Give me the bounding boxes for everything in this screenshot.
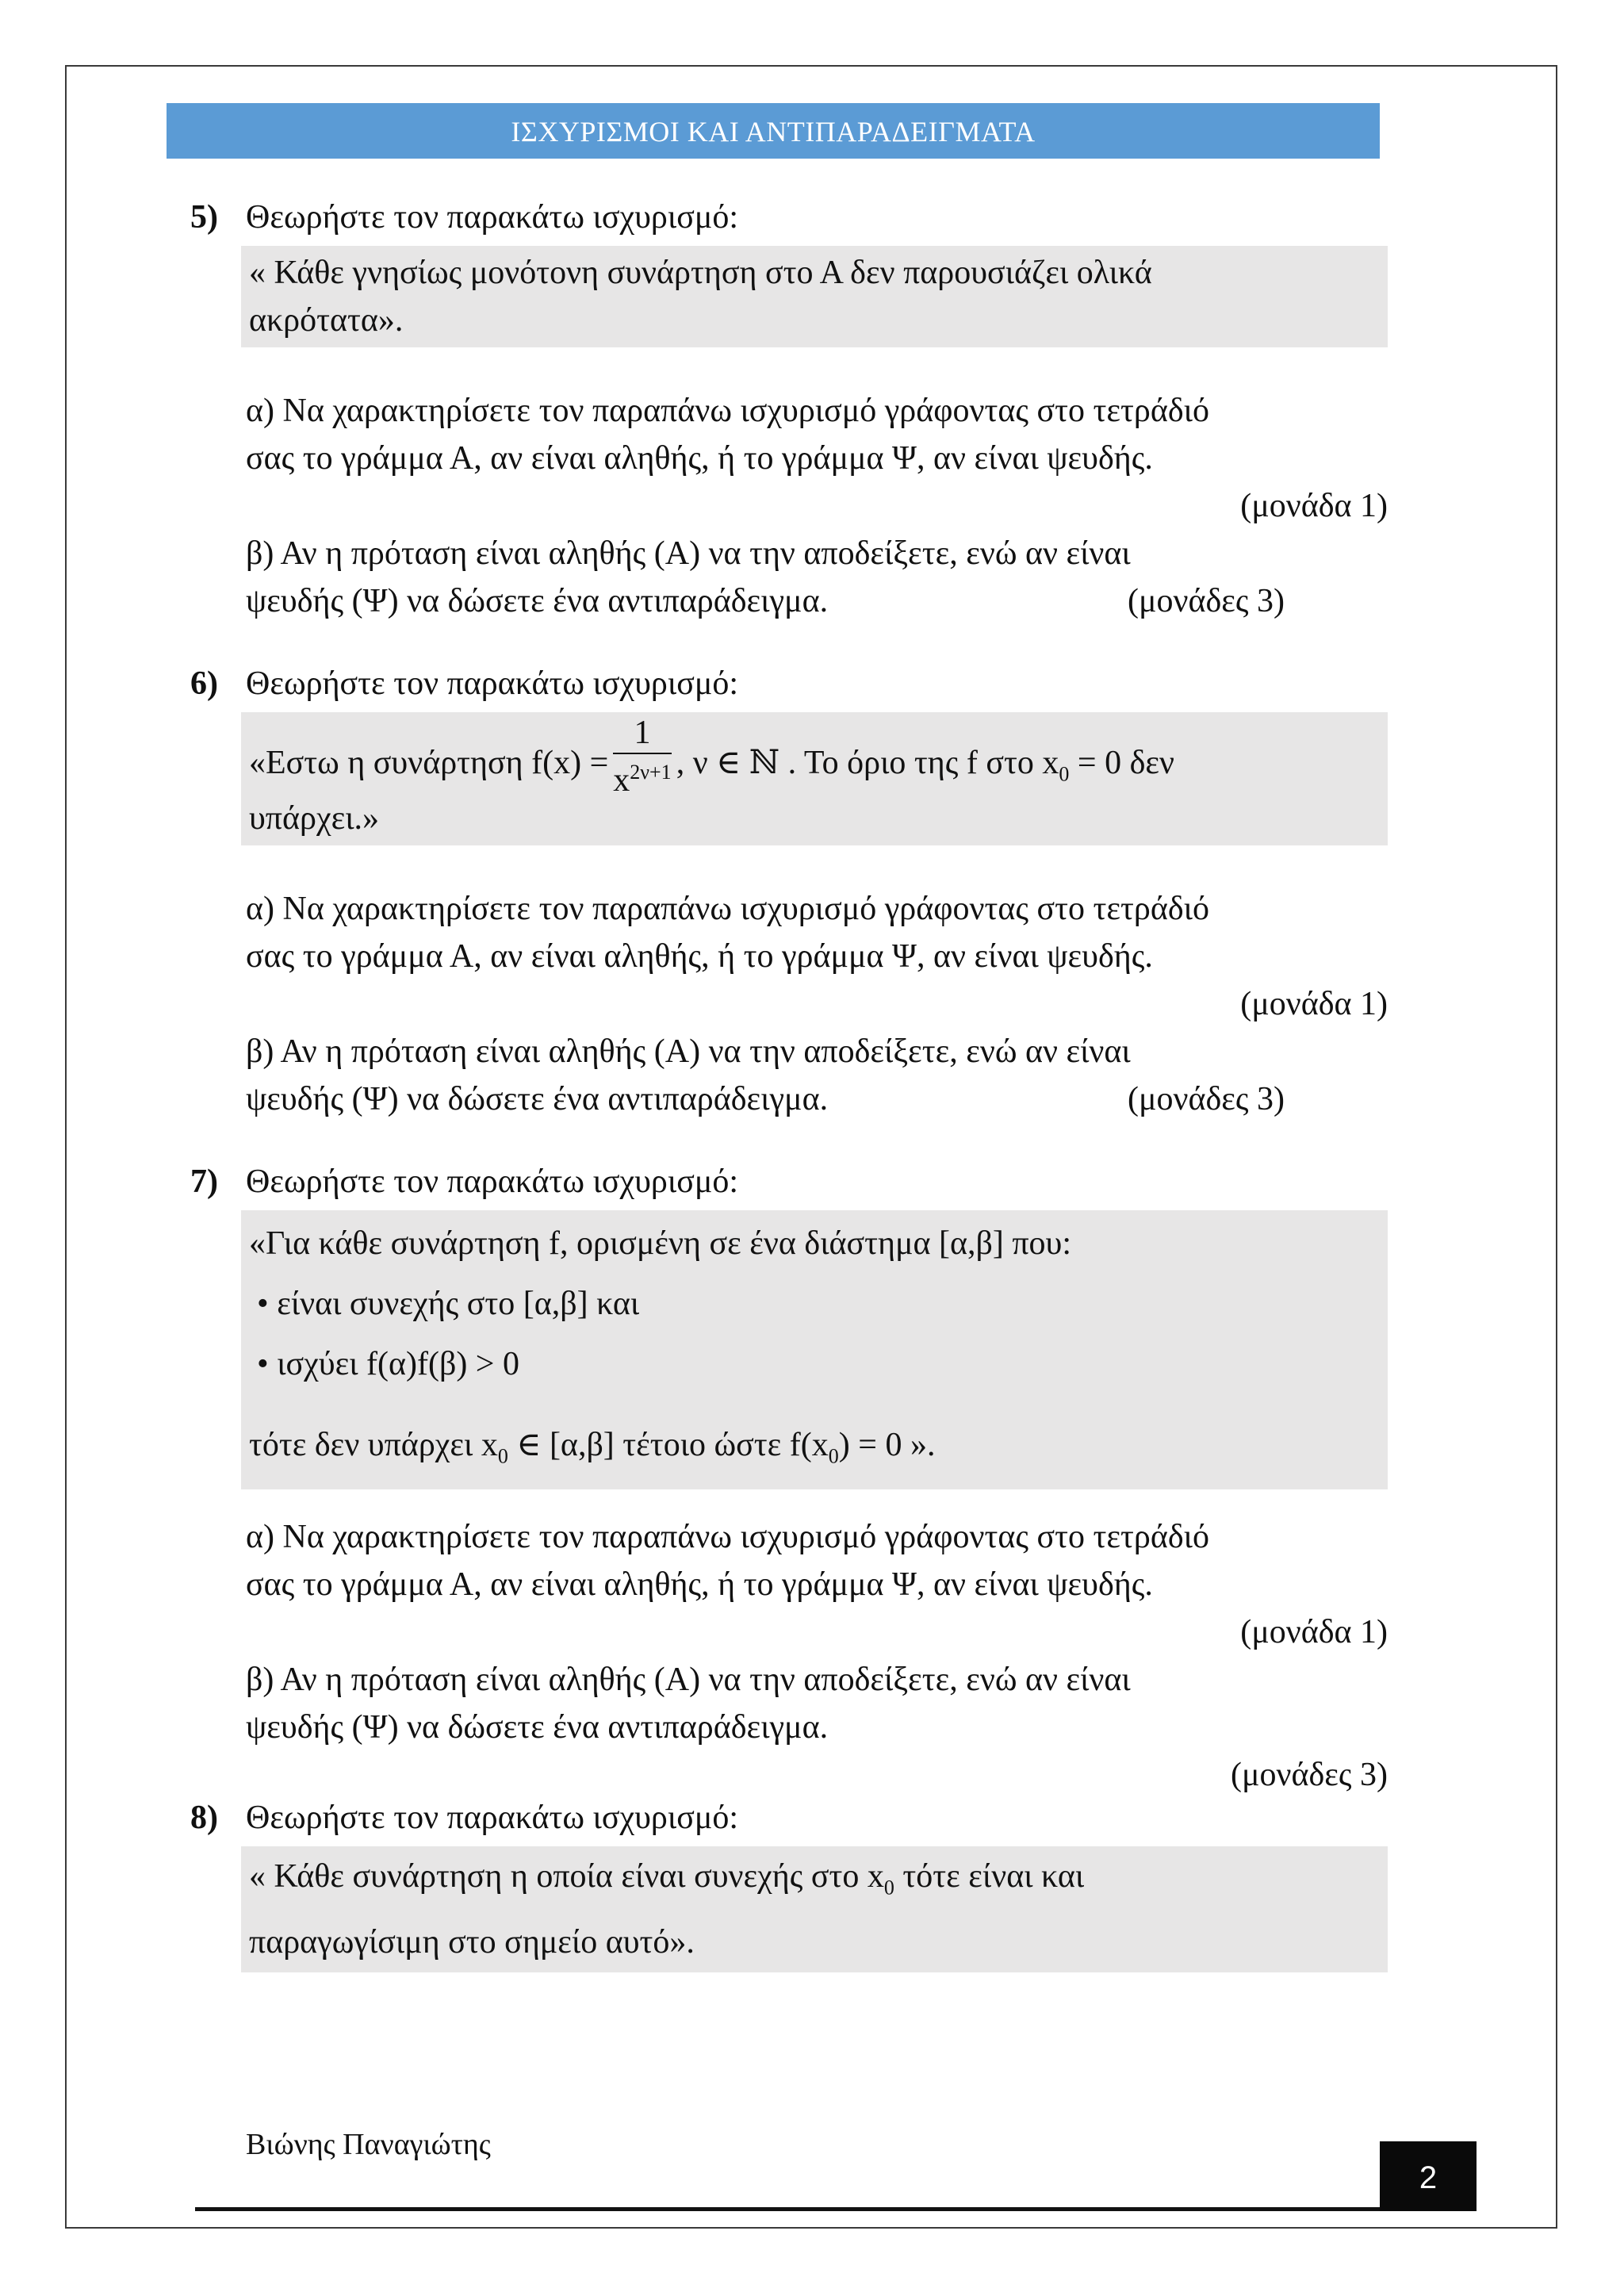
question-7-bullet-2: • ισχύει f(α)f(β) > 0 [257, 1346, 519, 1382]
question-6-b-points: (μονάδες 3) [1127, 1081, 1285, 1117]
question-5-b-points: (μονάδες 3) [1127, 583, 1285, 619]
question-7-claim-last-mid: ∈ [α,β] τέτοιο ώστε f(x [508, 1427, 829, 1463]
question-8-head [190, 1799, 1388, 1846]
fraction-denominator-exponent: 2ν+1 [630, 761, 672, 784]
question-7-b-line2: ψευδής (Ψ) να δώσετε ένα αντιπαράδειγμα. [246, 1709, 829, 1746]
question-6-claim-line2: υπάρχει.» [249, 800, 380, 837]
question-5-a-line1: α) Να χαρακτηρίσετε τον παραπάνω ισχυρισμό γράφοντας στο τετράδιό [246, 393, 1209, 429]
question-6-a-line1: α) Να χαρακτηρίσετε τον παραπάνω ισχυρισμό γράφοντας στο τετράδιό [246, 891, 1209, 927]
question-6-part-b [246, 1028, 1285, 1123]
question-5-number: 5) [190, 199, 218, 236]
question-8-claim-line2: παραγωγίσιμη στο σημείο αυτό». [249, 1923, 695, 1961]
question-6-head [190, 665, 1388, 712]
question-8-intro: Θεωρήστε τον παρακάτω ισχυρισμό: [246, 1800, 739, 1837]
question-6-claim-pre: «Εστω η συνάρτηση f(x) = [249, 745, 609, 781]
header-title: ΙΣΧΥΡΙΣΜΟΙ ΚΑΙ ΑΝΤΙΠΑΡΑΔΕΙΓΜΑΤΑ [511, 116, 1036, 148]
question-7-intro: Θεωρήστε τον παρακάτω ισχυρισμό: [246, 1163, 739, 1200]
question-6-b-line1: β) Αν η πρόταση είναι αληθής (Α) να την αποδείξετε, ενώ αν είναι [246, 1033, 1131, 1070]
fraction-denominator [613, 754, 671, 799]
question-7-part-a [246, 1513, 1388, 1656]
question-7-claim-last [249, 1415, 1378, 1486]
question-5-part-a [246, 387, 1388, 530]
question-7-bullet-1: • είναι συνεχής στο [α,β] και [257, 1286, 640, 1322]
question-7-a-line1: α) Να χαρακτηρίσετε τον παραπάνω ισχυρισμό γράφοντας στο τετράδιό [246, 1519, 1209, 1556]
question-8-number: 8) [190, 1800, 218, 1837]
footer-author: Βιώνης Παναγιώτης [246, 2128, 491, 2161]
question-7-claim-box [241, 1210, 1388, 1489]
x0-subscript-2: 0 [828, 1444, 839, 1468]
question-5-claim-line2: ακρότατα». [249, 302, 404, 339]
fraction [613, 713, 671, 799]
page-number: 2 [1419, 2160, 1438, 2195]
question-7-head [190, 1163, 1388, 1210]
question-5-b-line1: β) Αν η πρόταση είναι αληθής (Α) να την αποδείξετε, ενώ αν είναι [246, 535, 1131, 572]
question-5-a-points: (μονάδα 1) [1240, 488, 1388, 524]
question-6-claim-box [241, 712, 1388, 845]
question-5-claim-box [241, 246, 1388, 347]
question-8-claim-box [241, 1846, 1388, 1972]
question-7-a-points: (μονάδα 1) [1240, 1614, 1388, 1651]
question-6-claim-mid: , ν ∈ ℕ . Το όριο της f στο x [676, 745, 1059, 781]
fraction-denominator-base: x [613, 762, 630, 799]
question-5-claim-line1: « Κάθε γνησίως μονότονη συνάρτηση στο Α δεν παρουσιάζει ολικά [249, 255, 1152, 291]
question-5-a-line2: σας το γράμμα Α, αν είναι αληθής, ή το γράμμα Ψ, αν είναι ψευδής. [246, 440, 1153, 477]
question-7-a-line2: σας το γράμμα Α, αν είναι αληθής, ή το γράμμα Ψ, αν είναι ψευδής. [246, 1566, 1153, 1604]
question-6-claim-post: = 0 δεν [1069, 745, 1175, 781]
question-8-claim-post: τότε είναι και [894, 1858, 1085, 1895]
question-5-head [190, 198, 1388, 246]
question-6-a-line2: σας το γράμμα Α, αν είναι αληθής, ή το γράμμα Ψ, αν είναι ψευδής. [246, 938, 1153, 975]
question-8-claim-line1 [249, 1849, 1378, 1915]
footer-rule [195, 2207, 1472, 2211]
question-5-b-line2: ψευδής (Ψ) να δώσετε ένα αντιπαράδειγμα. [246, 583, 829, 619]
question-7-number: 7) [190, 1163, 218, 1200]
fraction-numerator: 1 [613, 713, 671, 754]
question-6-claim-line1 [249, 715, 1378, 799]
question-6-b-line2: ψευδής (Ψ) να δώσετε ένα αντιπαράδειγμα. [246, 1081, 829, 1117]
question-7-claim-last-pre: τότε δεν υπάρχει x [249, 1427, 498, 1463]
question-6-part-a [246, 885, 1388, 1028]
x0-subscript: 0 [883, 1876, 894, 1899]
question-7-claim-line1: «Για κάθε συνάρτηση f, ορισμένη σε ένα διάστημα [α,β] που: [249, 1225, 1072, 1262]
question-7-part-b [246, 1656, 1388, 1799]
header-bar [167, 103, 1380, 159]
question-7-b-line1: β) Αν η πρόταση είναι αληθής (Α) να την αποδείξετε, ενώ αν είναι [246, 1662, 1131, 1699]
x0-subscript: 0 [1059, 762, 1070, 786]
x0-subscript-1: 0 [497, 1444, 508, 1468]
question-8-claim-pre: « Κάθε συνάρτηση η οποία είναι συνεχής στο x [249, 1858, 884, 1895]
question-6-a-points: (μονάδα 1) [1240, 986, 1388, 1022]
question-5-part-b [246, 530, 1285, 625]
page-number-box [1380, 2141, 1477, 2211]
question-6-intro: Θεωρήστε τον παρακάτω ισχυρισμό: [246, 665, 739, 702]
question-5-intro: Θεωρήστε τον παρακάτω ισχυρισμό: [246, 199, 739, 236]
content [190, 198, 1388, 1972]
question-7-b-points: (μονάδες 3) [1230, 1757, 1388, 1794]
question-6-number: 6) [190, 665, 218, 702]
question-7-claim-last-post: ) = 0 ». [838, 1427, 936, 1463]
